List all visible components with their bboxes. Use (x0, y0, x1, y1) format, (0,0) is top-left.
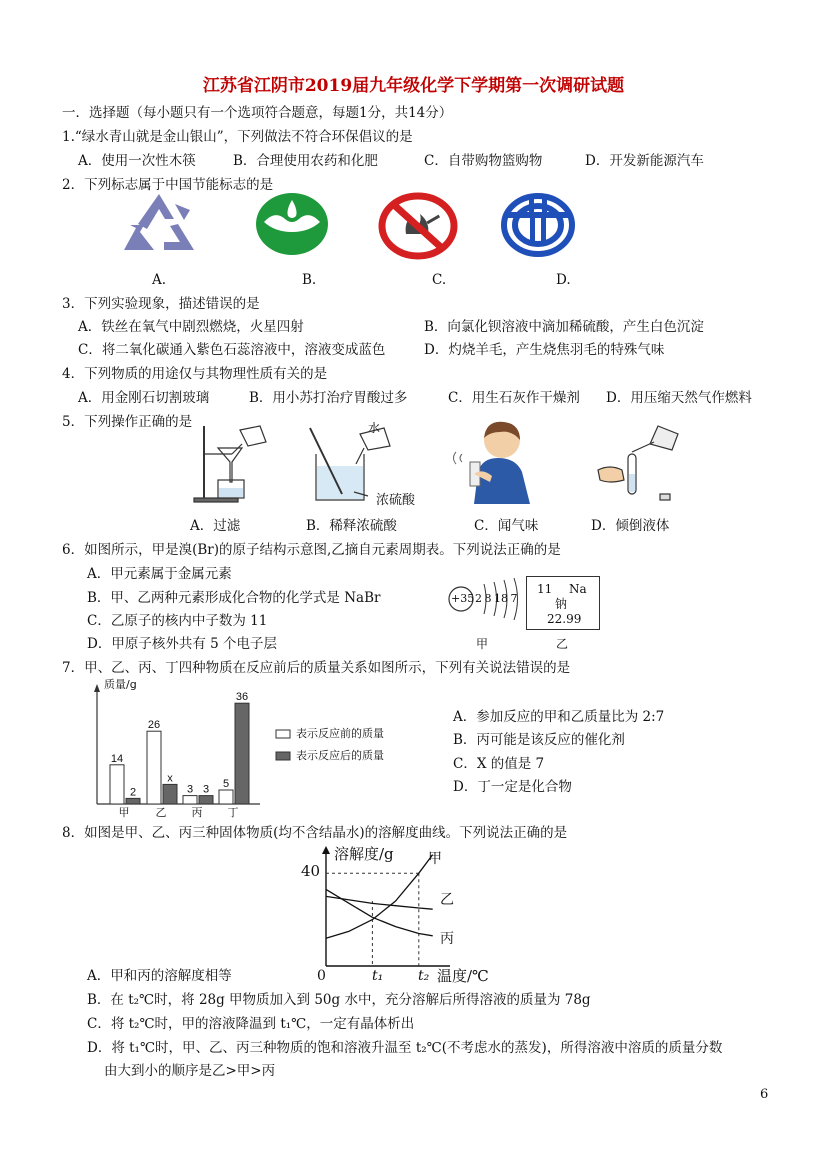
q5-stem: 5．下列操作正确的是 (62, 414, 193, 430)
mass-bar-chart (80, 680, 440, 819)
category-label: 丁 (227, 807, 239, 819)
q4-option-d[interactable]: D．用压缩天然气作燃料 (606, 390, 752, 406)
q2-stem: 2．下列标志属于中国节能标志的是 (62, 177, 274, 193)
q6-option-a[interactable]: A．甲元素属于金属元素 (87, 566, 232, 582)
section-heading: 一．选择题（每小题只有一个选项符合题意，每题1分，共14分） (62, 105, 453, 121)
bar-value-label: 14 (110, 752, 124, 765)
q3-option-b[interactable]: B．向氯化钡溶液中滴加稀硫酸，产生白色沉淀 (424, 319, 704, 335)
solubility-chart (300, 844, 500, 984)
q5-option-b[interactable]: B．稀释浓硫酸 (306, 518, 397, 534)
q2-label-a[interactable]: A. (152, 272, 167, 288)
q7-option-a[interactable]: A．参加反应的甲和乙质量比为 2:7 (453, 709, 665, 725)
q8-option-b[interactable]: B．在 t₂℃时，将 28g 甲物质加入到 50g 水中，充分溶解后所得溶液的质量为 78g (87, 992, 591, 1008)
x-tick-0: 0 (317, 968, 326, 984)
curve-label-bing: 丙 (440, 931, 454, 947)
electron-shells: 2 8 18 7 (475, 592, 518, 605)
q8-option-a[interactable]: A．甲和丙的溶解度相等 (87, 968, 232, 984)
q7-stem: 7．甲、乙、丙、丁四种物质在反应前后的质量关系如图所示，下列有关说法错误的是 (62, 660, 571, 676)
bar-before-1 (110, 765, 124, 804)
bar-before-4 (219, 790, 233, 804)
q6-option-b[interactable]: B．甲、乙两种元素形成化合物的化学式是 NaBr (87, 590, 381, 606)
bar-before-3 (183, 796, 197, 804)
bar-value-label: x (167, 772, 173, 785)
q4-option-b[interactable]: B．用小苏打治疗胃酸过多 (249, 390, 408, 406)
bar-after-1 (126, 798, 140, 804)
page-title: 江苏省江阴市2019届九年级化学下学期第一次调研试题 (202, 76, 625, 96)
q7-option-b[interactable]: B．丙可能是该反应的催化剂 (453, 732, 625, 748)
category-label: 丙 (191, 807, 203, 819)
category-label: 乙 (155, 807, 167, 819)
element-number: 11 (537, 582, 553, 596)
page-number: 6 (760, 1087, 769, 1102)
recycle-icon[interactable] (118, 192, 200, 254)
q2-label-b[interactable]: B. (302, 272, 317, 288)
q6-option-d[interactable]: D．甲原子核外共有 5 个电子层 (87, 636, 277, 652)
label-yi: 乙 (556, 637, 569, 651)
q5-option-c[interactable]: C．闻气味 (474, 518, 539, 534)
q2-label-d[interactable]: D. (556, 272, 571, 288)
q2-label-c[interactable]: C. (432, 272, 447, 288)
q4-stem: 4．下列物质的用途仅与其物理性质有关的是 (62, 366, 328, 382)
filtration-figure (190, 424, 280, 504)
q7-option-c[interactable]: C．X 的值是 7 (453, 756, 545, 772)
q3-option-d[interactable]: D．灼烧羊毛，产生烧焦羽毛的特殊气味 (424, 342, 665, 358)
bar-after-4 (235, 703, 249, 804)
bar-value-label: 26 (147, 719, 161, 732)
q6-option-c[interactable]: C．乙原子的核内中子数为 11 (87, 613, 268, 629)
q7-option-d[interactable]: D．丁一定是化合物 (453, 779, 572, 795)
bar-value-label: 3 (202, 783, 210, 796)
curve-label-jia: 甲 (428, 851, 442, 867)
solubility-xlabel: 温度/℃ (437, 967, 489, 985)
q8-stem: 8．如图是甲、乙、丙三种固体物质(均不含结晶水)的溶解度曲线。下列说法正确的是 (62, 825, 568, 841)
legend-before-swatch (276, 730, 290, 738)
q3-stem: 3．下列实验现象，描述错误的是 (62, 296, 260, 312)
q1-option-c[interactable]: C．自带购物篮购物 (424, 153, 543, 169)
smelling-figure (448, 418, 548, 506)
curve-3 (326, 889, 433, 935)
bar-value-label: 3 (186, 783, 194, 796)
q5-option-a[interactable]: A．过滤 (190, 518, 241, 534)
element-name: 钠 (555, 597, 568, 611)
legend-after-swatch (276, 752, 290, 760)
q1-option-d[interactable]: D．开发新能源汽车 (585, 153, 704, 169)
energy-saving-icon[interactable] (500, 192, 576, 258)
q4-option-a[interactable]: A．用金刚石切割玻璃 (78, 390, 210, 406)
q1-option-b[interactable]: B．合理使用农药和化肥 (233, 153, 378, 169)
legend-after-label: 表示反应后的质量 (296, 749, 384, 762)
nucleus-charge: +35 (451, 592, 475, 605)
q1-option-a[interactable]: A．使用一次性木筷 (78, 153, 196, 169)
acid-label: 浓硫酸 (376, 493, 416, 508)
bar-value-label: 5 (222, 778, 230, 790)
solubility-ylabel: 溶解度/g (334, 845, 394, 863)
label-jia: 甲 (476, 637, 489, 651)
q5-option-d[interactable]: D．倾倒液体 (591, 518, 670, 534)
q6-stem: 6．如图所示，甲是溴(Br)的原子结构示意图,乙摘自元素周期表。下列说法正确的是 (62, 542, 561, 558)
bar-value-label: 36 (235, 691, 249, 704)
q8-option-c[interactable]: C．将 t₂℃时，甲的溶液降温到 t₁℃，一定有晶体析出 (87, 1016, 415, 1032)
element-mass: 22.99 (547, 612, 582, 626)
water-saving-icon[interactable] (255, 192, 329, 256)
curve-1 (326, 855, 433, 939)
bar-before-2 (147, 731, 161, 804)
category-label: 甲 (118, 807, 130, 819)
legend-before-label: 表示反应前的质量 (296, 727, 384, 740)
q4-option-c[interactable]: C．用生石灰作干燥剂 (448, 390, 580, 406)
q3-option-a[interactable]: A．铁丝在氧气中剧烈燃烧，火星四射 (78, 319, 304, 335)
element-symbol: Na (569, 582, 587, 596)
water-label: 水 (368, 421, 381, 435)
y-tick-40: 40 (301, 862, 321, 880)
q1-stem: 1.“绿水青山就是金山银山”，下列做法不符合环保倡议的是 (62, 129, 413, 145)
x-tick-t2: t₂ (418, 968, 430, 984)
q8-option-d[interactable]: D．将 t₁℃时，甲、乙、丙三种物质的饱和溶液升温至 t₂℃(不考虑水的蒸发)，所得溶液中溶质的质量分数 (87, 1040, 723, 1056)
q8-option-d-continued: 由大到小的顺序是乙>甲>丙 (104, 1063, 276, 1079)
pouring-figure (592, 424, 692, 504)
no-fire-icon[interactable] (378, 192, 460, 258)
x-tick-t1: t₁ (372, 968, 384, 984)
bar-value-label: 2 (129, 786, 137, 799)
bar-chart-ylabel: 质量/g (104, 678, 137, 691)
bar-after-3 (199, 796, 213, 804)
curve-label-yi: 乙 (440, 892, 454, 908)
q3-option-c[interactable]: C．将二氧化碳通入紫色石蕊溶液中，溶液变成蓝色 (78, 342, 386, 358)
element-card (526, 576, 600, 630)
bar-after-2 (163, 784, 177, 804)
